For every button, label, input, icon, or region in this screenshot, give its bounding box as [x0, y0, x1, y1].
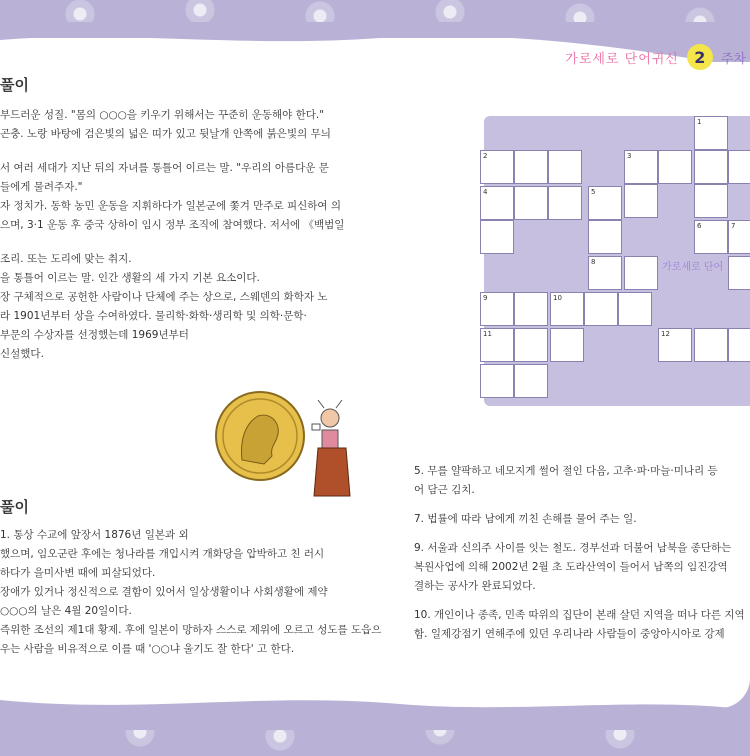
grid-cell[interactable]: [694, 150, 728, 184]
clue-line: 신설했다.: [0, 348, 44, 360]
clue-line: 하다가 을미사변 때에 피살되었다.: [0, 567, 156, 579]
down-clue-list: [0, 526, 381, 659]
chapter-subtitle: 주차: [720, 51, 746, 67]
grid-cell[interactable]: 11: [480, 328, 514, 362]
grid-cell[interactable]: [514, 328, 548, 362]
down-section-title: 풀이: [0, 498, 29, 516]
grid-cell[interactable]: 4: [480, 186, 514, 220]
chapter-header: [565, 42, 750, 72]
clue-line: 결하는 공사가 완료되었다.: [414, 580, 536, 592]
clue-line: 자 정치가. 동학 농민 운동을 지휘하다가 일본군에 쫓겨 만주로 피신하여 의: [0, 200, 342, 212]
clue-line: 부문의 수상자를 선정했는데 1969년부터: [0, 329, 189, 341]
clue-line: 들에게 물려주자.": [0, 181, 83, 193]
grid-cell[interactable]: [658, 150, 692, 184]
clue-line: 10. 개인이나 종족, 민족 따위의 집단이 본래 살던 지역을 떠나 다른 지역: [414, 609, 745, 621]
grid-cell[interactable]: 3: [624, 150, 658, 184]
clue-line: 장 구체적으로 공헌한 사람이나 단체에 주는 상으로, 스웨덴의 화학자 노: [0, 291, 328, 303]
grid-cell[interactable]: 1: [694, 116, 728, 150]
grid-cell[interactable]: [624, 184, 658, 218]
grid-cell[interactable]: [624, 256, 658, 290]
grid-cell[interactable]: [548, 150, 582, 184]
clue-line: 장애가 있거나 정신적으로 결함이 있어서 일상생활이나 사회생활에 제약: [0, 586, 328, 598]
clue-line: 복원사업에 의해 2002년 2월 초 도라산역이 들어서 남쪽의 임진강역: [414, 561, 728, 573]
across-clue-list: [0, 106, 344, 364]
clue-line: 부드러운 성질. "몸의 ○○○을 키우기 위해서는 꾸준히 운동해야 한다.": [0, 109, 325, 121]
grid-cell[interactable]: [584, 292, 618, 326]
bottom-wave-edge: [0, 690, 750, 730]
grid-cell[interactable]: [480, 220, 514, 254]
clue-line: 했으며, 임오군란 후에는 청나라를 개입시켜 개화당을 압박하고 친 러시: [0, 548, 325, 560]
grid-cell[interactable]: [514, 186, 548, 220]
grid-cell[interactable]: [694, 328, 728, 362]
grid-cell[interactable]: [514, 364, 548, 398]
grid-cell[interactable]: 10: [550, 292, 584, 326]
grid-cell[interactable]: 8: [588, 256, 622, 290]
clue-line: 1. 통상 수교에 앞장서 1876년 일본과 외: [0, 529, 189, 541]
clue-line: 조리. 또는 도리에 맞는 취지.: [0, 253, 132, 265]
grid-cell[interactable]: 2: [480, 150, 514, 184]
grid-cell[interactable]: [728, 328, 750, 362]
clue-line: [0, 235, 344, 250]
nobel-medal-illustration: [212, 378, 412, 498]
grid-watermark: 가로세로 단어: [662, 262, 724, 273]
grid-cell[interactable]: 9: [480, 292, 514, 326]
grid-cell[interactable]: 12: [658, 328, 692, 362]
clue-line: 즉위한 조선의 제1대 황제. 후에 일본이 망하자 스스로 제위에 오르고 성도를 도읍으: [0, 624, 382, 636]
clue-line: 함. 일제강점기 연해주에 있던 우리나라 사람들이 중앙아시아로 강제: [414, 628, 725, 640]
across-section-title: 풀이: [0, 76, 29, 94]
clue-line: [414, 500, 745, 510]
clue-line: 우는 사람을 비유적으로 이를 때 '○○냐 울기도 잘 한다' 고 한다.: [0, 643, 295, 655]
right-clue-list: [414, 462, 745, 644]
grid-cell[interactable]: [480, 364, 514, 398]
clue-line: 라 1901년부터 상을 수여하였다. 물리학·화학·생리학 및 의학·문학·: [0, 310, 307, 322]
clue-line: ○○○의 날은 4월 20일이다.: [0, 605, 132, 617]
clue-line: 5. 무를 얄팍하고 네모지게 썰어 절인 다음, 고추·파·마늘·미나리 등: [414, 465, 718, 477]
clue-line: 9. 서울과 신의주 사이를 잇는 철도. 경부선과 더불어 남북을 종단하는: [414, 542, 732, 554]
grid-cell[interactable]: [618, 292, 652, 326]
clue-line: 서 여러 세대가 지난 뒤의 자녀를 통틀어 이르는 말. "우리의 아름다운 문: [0, 162, 329, 174]
grid-cell[interactable]: [588, 220, 622, 254]
grid-cell[interactable]: [728, 256, 750, 290]
chapter-number-badge: 2: [687, 44, 713, 70]
clue-line: [414, 529, 745, 539]
clue-line: [414, 596, 745, 606]
grid-cell[interactable]: 7: [728, 220, 750, 254]
grid-cell[interactable]: [550, 328, 584, 362]
grid-cell[interactable]: [728, 150, 750, 184]
clue-line: 곤충. 노랑 바탕에 검은빛의 넓은 띠가 있고 뒷날개 안쪽에 붉은빛의 무늬: [0, 128, 331, 140]
chapter-title: 가로세로 단어귀신: [565, 51, 679, 67]
clue-line: 으며, 3·1 운동 후 중국 상하이 임시 정부 조직에 참여했다. 저서에 《백범일: [0, 219, 345, 231]
clue-line: 어 담근 김치.: [414, 484, 475, 496]
grid-cell[interactable]: [694, 184, 728, 218]
clue-line: 7. 법률에 따라 남에게 끼친 손해를 물어 주는 일.: [414, 513, 637, 525]
grid-cell[interactable]: [548, 186, 582, 220]
grid-cell[interactable]: 5: [588, 186, 622, 220]
grid-cell[interactable]: 6: [694, 220, 728, 254]
grid-cell[interactable]: [514, 150, 548, 184]
clue-line: [0, 144, 344, 159]
grid-cell[interactable]: [514, 292, 548, 326]
clue-line: 을 통틀어 이르는 말. 인간 생활의 세 가지 기본 요소이다.: [0, 272, 260, 284]
